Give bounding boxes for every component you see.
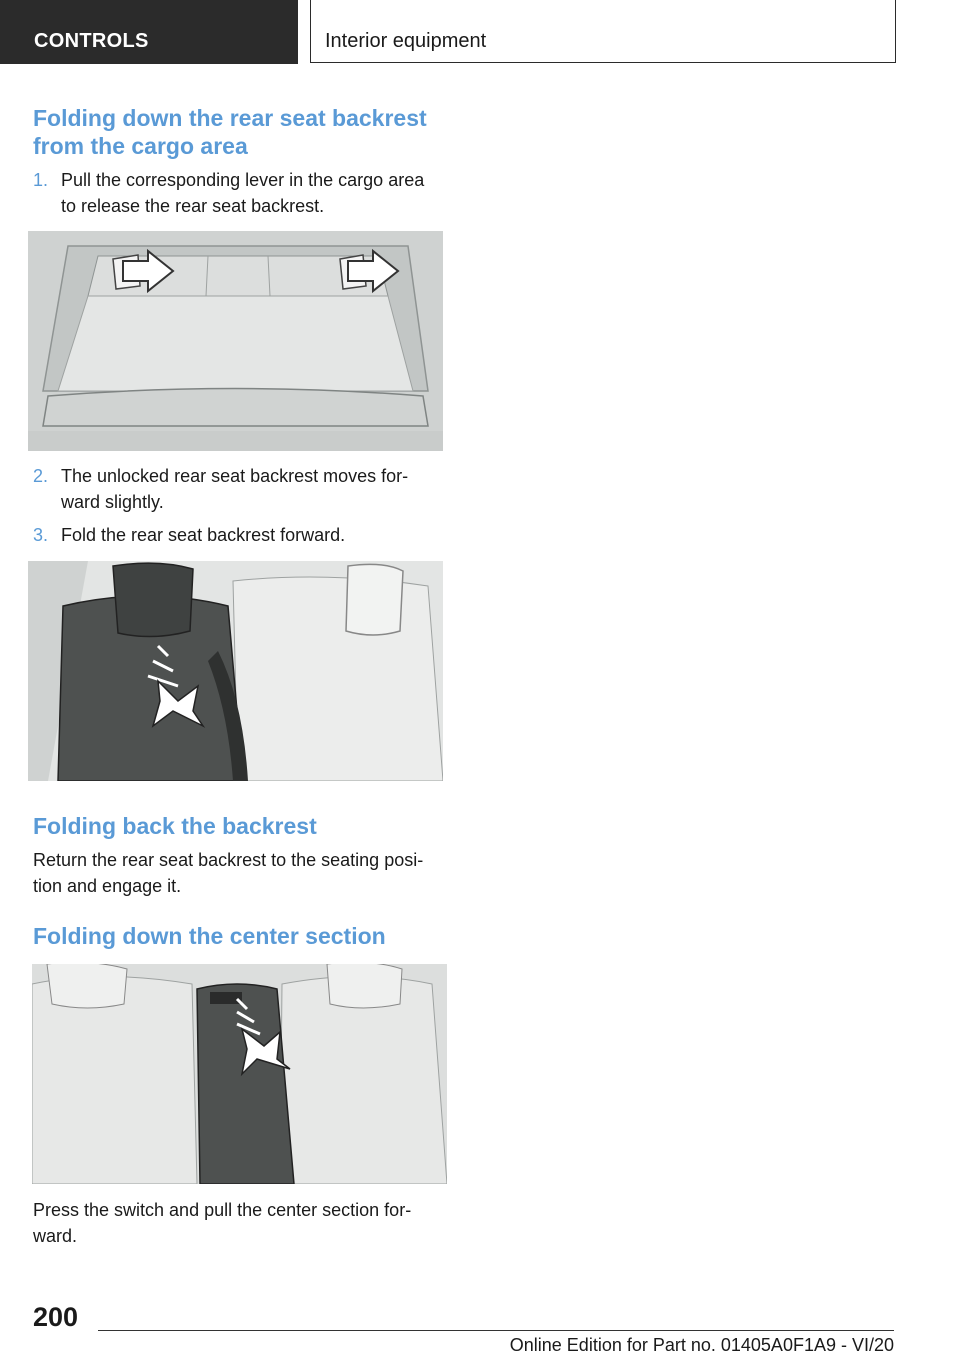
rear-seat-backrest-illustration (28, 561, 443, 781)
step-number: 3. (33, 525, 49, 545)
fold-back-body (33, 847, 453, 899)
heading-fold-back: Folding back the backrest (33, 813, 317, 839)
body-line: ward. (33, 1226, 78, 1246)
heading-line: Folding down the rear seat backrest (33, 105, 427, 131)
step-text-line: ward slightly. (61, 492, 164, 512)
cargo-area-illustration (28, 231, 443, 451)
step-number: 1. (33, 170, 49, 190)
body-line: Return the rear seat backrest to the seating posi- (33, 850, 424, 870)
step-text-line: to release the rear seat backrest. (61, 196, 325, 216)
header-chapter-box (310, 0, 896, 63)
heading-center-section: Folding down the center section (33, 923, 386, 949)
step-text-line: Pull the corresponding lever in the cargo area (61, 170, 425, 190)
step-text-line: The unlocked rear seat backrest moves for- (61, 466, 409, 486)
header-chapter-label: Interior equipment (325, 30, 487, 52)
header-section-tab (0, 0, 298, 64)
heading-fold-down-from-cargo (33, 104, 427, 160)
step-3 (33, 522, 453, 548)
step-text-line: Fold the rear seat backrest forward. (61, 525, 346, 545)
step-2 (33, 463, 453, 515)
step-number: 2. (33, 466, 49, 486)
step-1 (33, 167, 453, 219)
header-section-label: CONTROLS (34, 30, 149, 52)
body-line: tion and engage it. (33, 876, 182, 896)
center-section-body (33, 1197, 453, 1249)
heading-line: from the cargo area (33, 133, 248, 159)
body-line: Press the switch and pull the center section for- (33, 1200, 412, 1220)
footer-edition: Online Edition for Part no. 01405A0F1A9 - VI/20 (509, 1335, 894, 1355)
center-section-illustration (32, 964, 447, 1184)
page-number: 200 (33, 1302, 79, 1332)
footer-divider (98, 1330, 894, 1331)
